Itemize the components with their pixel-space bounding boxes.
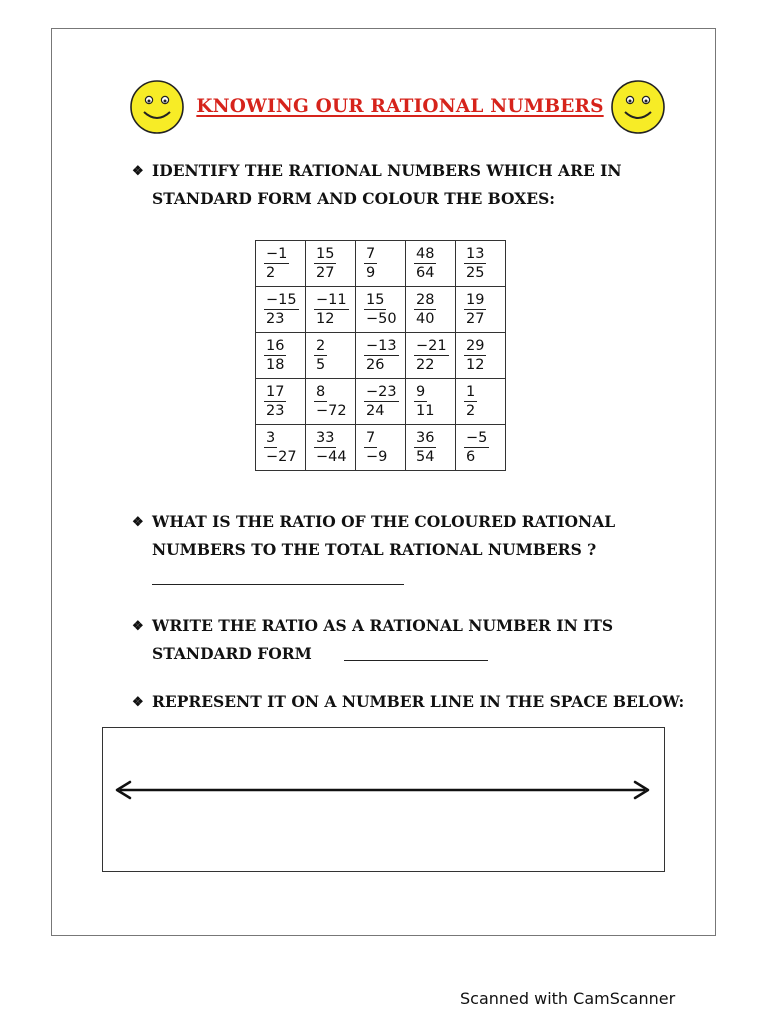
numerator: 16 [266,337,285,354]
numerator: 8 [316,383,326,400]
question-1-line-2: STANDARD FORM AND COLOUR THE BOXES: [152,189,556,208]
denominator: 2 [466,402,476,419]
question-4 [132,688,684,716]
fraction-box[interactable] [306,333,356,379]
denominator: 25 [466,264,485,281]
numerator: 7 [366,245,376,262]
numerator: 48 [416,245,435,262]
denominator: 9 [366,264,376,281]
diamond-bullet-icon: ❖ [132,164,144,179]
fraction-box[interactable] [306,379,356,425]
question-1 [132,157,622,212]
question-1-line-1: IDENTIFY THE RATIONAL NUMBERS WHICH ARE IN [152,161,622,180]
denominator: 11 [416,402,435,419]
question-2 [132,508,615,563]
grid-row [256,425,506,471]
fraction-box[interactable] [456,241,506,287]
diamond-bullet-icon: ❖ [132,619,144,634]
fraction-box[interactable] [406,241,456,287]
numerator: 3 [266,429,276,446]
numerator: −1 [266,245,288,262]
worksheet-title: KNOWING OUR RATIONAL NUMBERS [196,96,604,117]
denominator: 24 [366,402,385,419]
denominator: 12 [466,356,485,373]
answer-blank-standard-form[interactable] [344,644,488,661]
denominator: 26 [366,356,385,373]
numerator: −15 [266,291,297,308]
fraction-box[interactable] [306,241,356,287]
grid-row [256,287,506,333]
numerator: 9 [416,383,426,400]
fraction-box[interactable] [406,333,456,379]
smiley-face-icon-left [129,79,185,135]
question-2-line-1: WHAT IS THE RATIO OF THE COLOURED RATIONAL [152,512,616,531]
denominator: 54 [416,448,435,465]
numerator: 7 [366,429,376,446]
numerator: −23 [366,383,397,400]
question-3-line-2: STANDARD FORM [152,644,312,663]
fraction-box[interactable] [456,379,506,425]
denominator: 6 [466,448,476,465]
fraction-box[interactable] [356,241,406,287]
diamond-bullet-icon: ❖ [132,515,144,530]
denominator: 12 [316,310,335,327]
fraction-box[interactable] [356,333,406,379]
numerator: −13 [366,337,397,354]
question-4-line-1: REPRESENT IT ON A NUMBER LINE IN THE SPACE BELOW: [152,692,685,711]
fraction-box[interactable] [256,287,306,333]
fraction-box[interactable] [256,379,306,425]
number-line-arrow [110,776,655,806]
scanner-watermark: Scanned with CamScanner [460,989,676,1008]
numerator: 15 [366,291,385,308]
numerator: −11 [316,291,347,308]
fraction-box[interactable] [406,287,456,333]
question-3-line-1: WRITE THE RATIO AS A RATIONAL NUMBER IN ITS [152,616,614,635]
denominator: 23 [266,402,285,419]
numerator: 19 [466,291,485,308]
numerator: −5 [466,429,488,446]
grid-row [256,333,506,379]
fraction-box[interactable] [256,333,306,379]
numerator: 1 [466,383,476,400]
denominator: −9 [366,448,388,465]
fraction-box[interactable] [306,287,356,333]
fraction-box[interactable] [456,287,506,333]
denominator: 2 [266,264,276,281]
fraction-box[interactable] [256,425,306,471]
rational-numbers-grid [255,240,506,471]
fraction-box[interactable] [456,333,506,379]
denominator: 64 [416,264,435,281]
numerator: 2 [316,337,326,354]
fraction-box[interactable] [256,241,306,287]
diamond-bullet-icon: ❖ [132,695,144,710]
fraction-box[interactable] [306,425,356,471]
numerator: 13 [466,245,485,262]
denominator: −72 [316,402,347,419]
smiley-face-icon-right [610,79,666,135]
grid-row [256,241,506,287]
numerator: −21 [416,337,447,354]
denominator: −50 [366,310,397,327]
fraction-box[interactable] [356,425,406,471]
numerator: 29 [466,337,485,354]
question-2-line-2: NUMBERS TO THE TOTAL RATIONAL NUMBERS ? [152,540,597,559]
numerator: 33 [316,429,335,446]
grid-row [256,379,506,425]
denominator: 22 [416,356,435,373]
fraction-box[interactable] [406,379,456,425]
fraction-box[interactable] [406,425,456,471]
denominator: 18 [266,356,285,373]
numerator: 36 [416,429,435,446]
numerator: 15 [316,245,335,262]
numerator: 17 [266,383,285,400]
numerator: 28 [416,291,435,308]
denominator: −27 [266,448,297,465]
denominator: 27 [316,264,335,281]
question-3 [132,612,613,667]
fraction-box[interactable] [356,287,406,333]
fraction-box[interactable] [456,425,506,471]
fraction-box[interactable] [356,379,406,425]
denominator: 23 [266,310,285,327]
denominator: 5 [316,356,326,373]
answer-blank-ratio[interactable] [152,584,404,585]
denominator: −44 [316,448,347,465]
denominator: 40 [416,310,435,327]
denominator: 27 [466,310,485,327]
